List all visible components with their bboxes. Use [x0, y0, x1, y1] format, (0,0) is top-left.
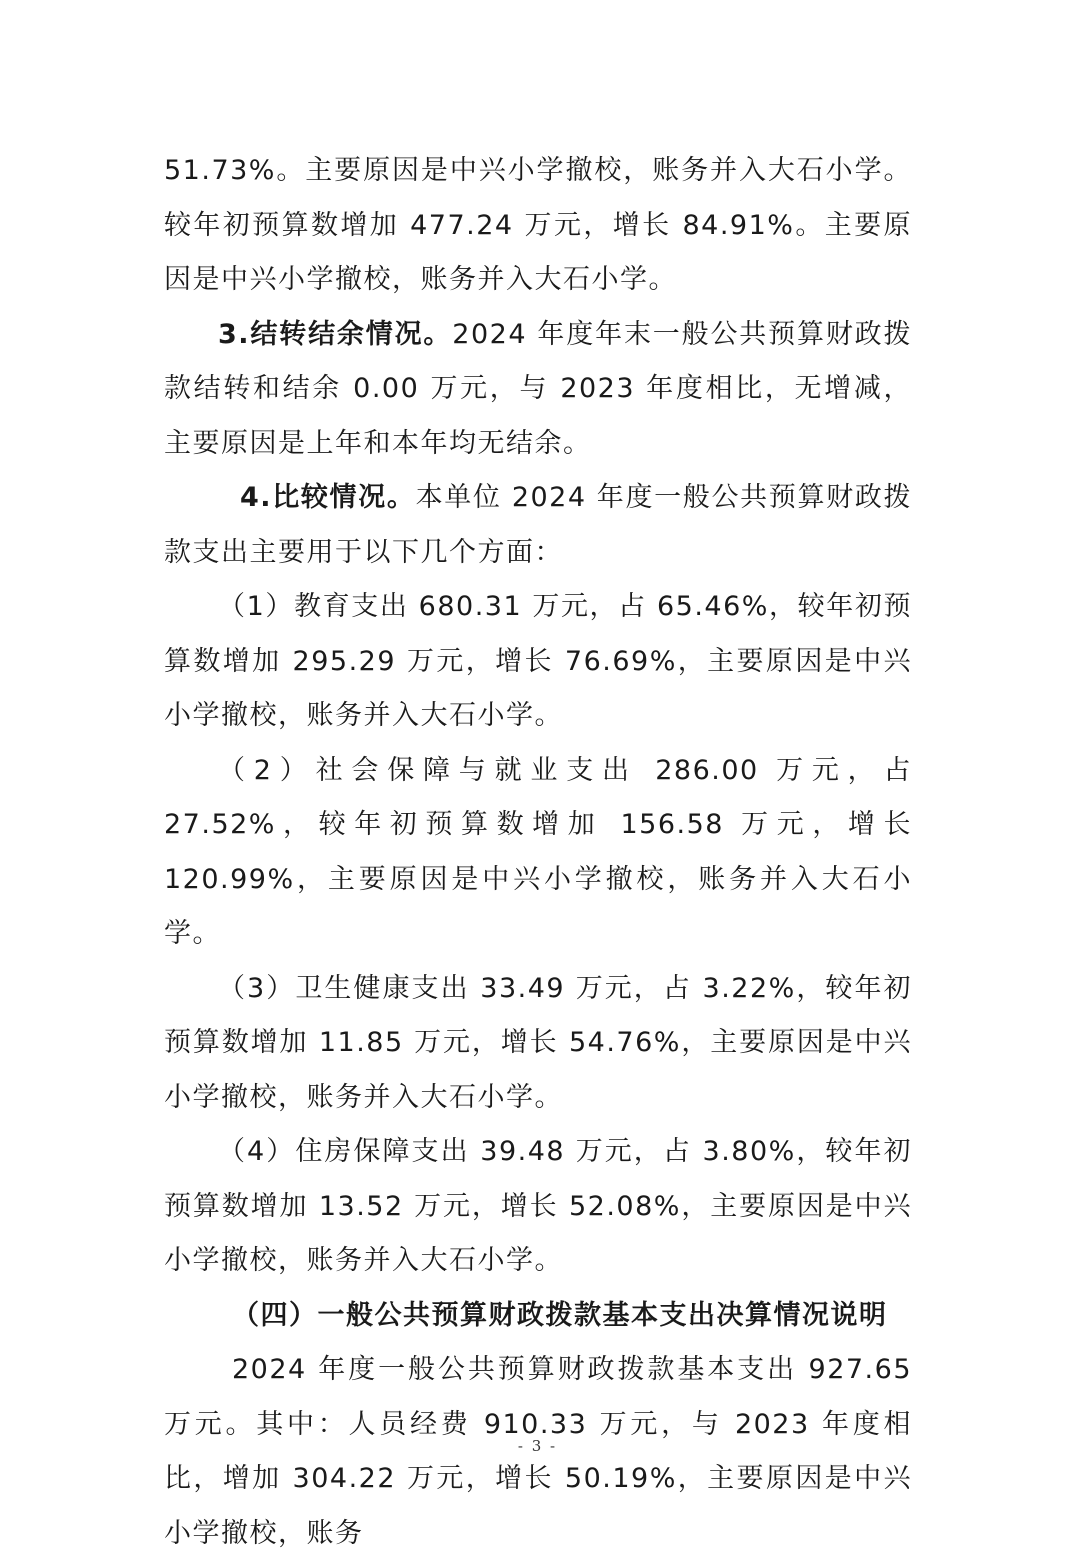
paragraph-continuation: 51.73%。主要原因是中兴小学撤校，账务并入大石小学。较年初预算数增加 477.24 万元，增长 84.91%。主要原因是中兴小学撤校，账务并入大石小学。	[164, 155, 912, 295]
paragraph-basic-expenditure: 2024 年度一般公共预算财政拨款基本支出 927.65 万元。其中：人员经费 910.33 万元，与 2023 年度相比，增加 304.22 万元，增长 50.19%，主要原因是中兴小学撤校，账务	[164, 1354, 912, 1549]
paragraph-carryover	[164, 308, 912, 472]
paragraph-lead: 4.比较情况。	[240, 482, 416, 513]
paragraph-lead: 3.结转结余情况。	[218, 318, 453, 350]
paragraph-text: 2024 年度年末一般公共预算财政拨款结转和结余 0.00 万元，与 2023 年度相比，无增减，主要原因是上年和本年均无结余。	[164, 318, 913, 459]
page-number: - 3 -	[517, 1437, 558, 1455]
paragraph-housing: （4）住房保障支出 39.48 万元，占 3.80%，较年初预算数增加 13.52 万元，增长 52.08%，主要原因是中兴小学撤校，账务并入大石小学。	[164, 1136, 912, 1276]
document-body	[164, 144, 912, 1561]
paragraph-social-security: （2）社会保障与就业支出 286.00 万元，占 27.52%，较年初预算数增加 156.58 万元，增长 120.99%，主要原因是中兴小学撤校，账务并入大石小学。	[164, 754, 912, 949]
paragraph-text: 本单位 2024 年度一般公共预算财政拨款支出主要用于以下几个方面：	[164, 482, 912, 568]
paragraph-education: （1）教育支出 680.31 万元，占 65.46%，较年初预算数增加 295.29 万元，增长 76.69%，主要原因是中兴小学撤校，账务并入大石小学。	[164, 591, 912, 731]
paragraph-comparison	[164, 471, 912, 580]
section-heading: （四）一般公共预算财政拨款基本支出决算情况说明	[232, 1299, 888, 1331]
paragraph-health: （3）卫生健康支出 33.49 万元，占 3.22%，较年初预算数增加 11.85 万元，增长 54.76%，主要原因是中兴小学撤校，账务并入大石小学。	[164, 972, 912, 1113]
